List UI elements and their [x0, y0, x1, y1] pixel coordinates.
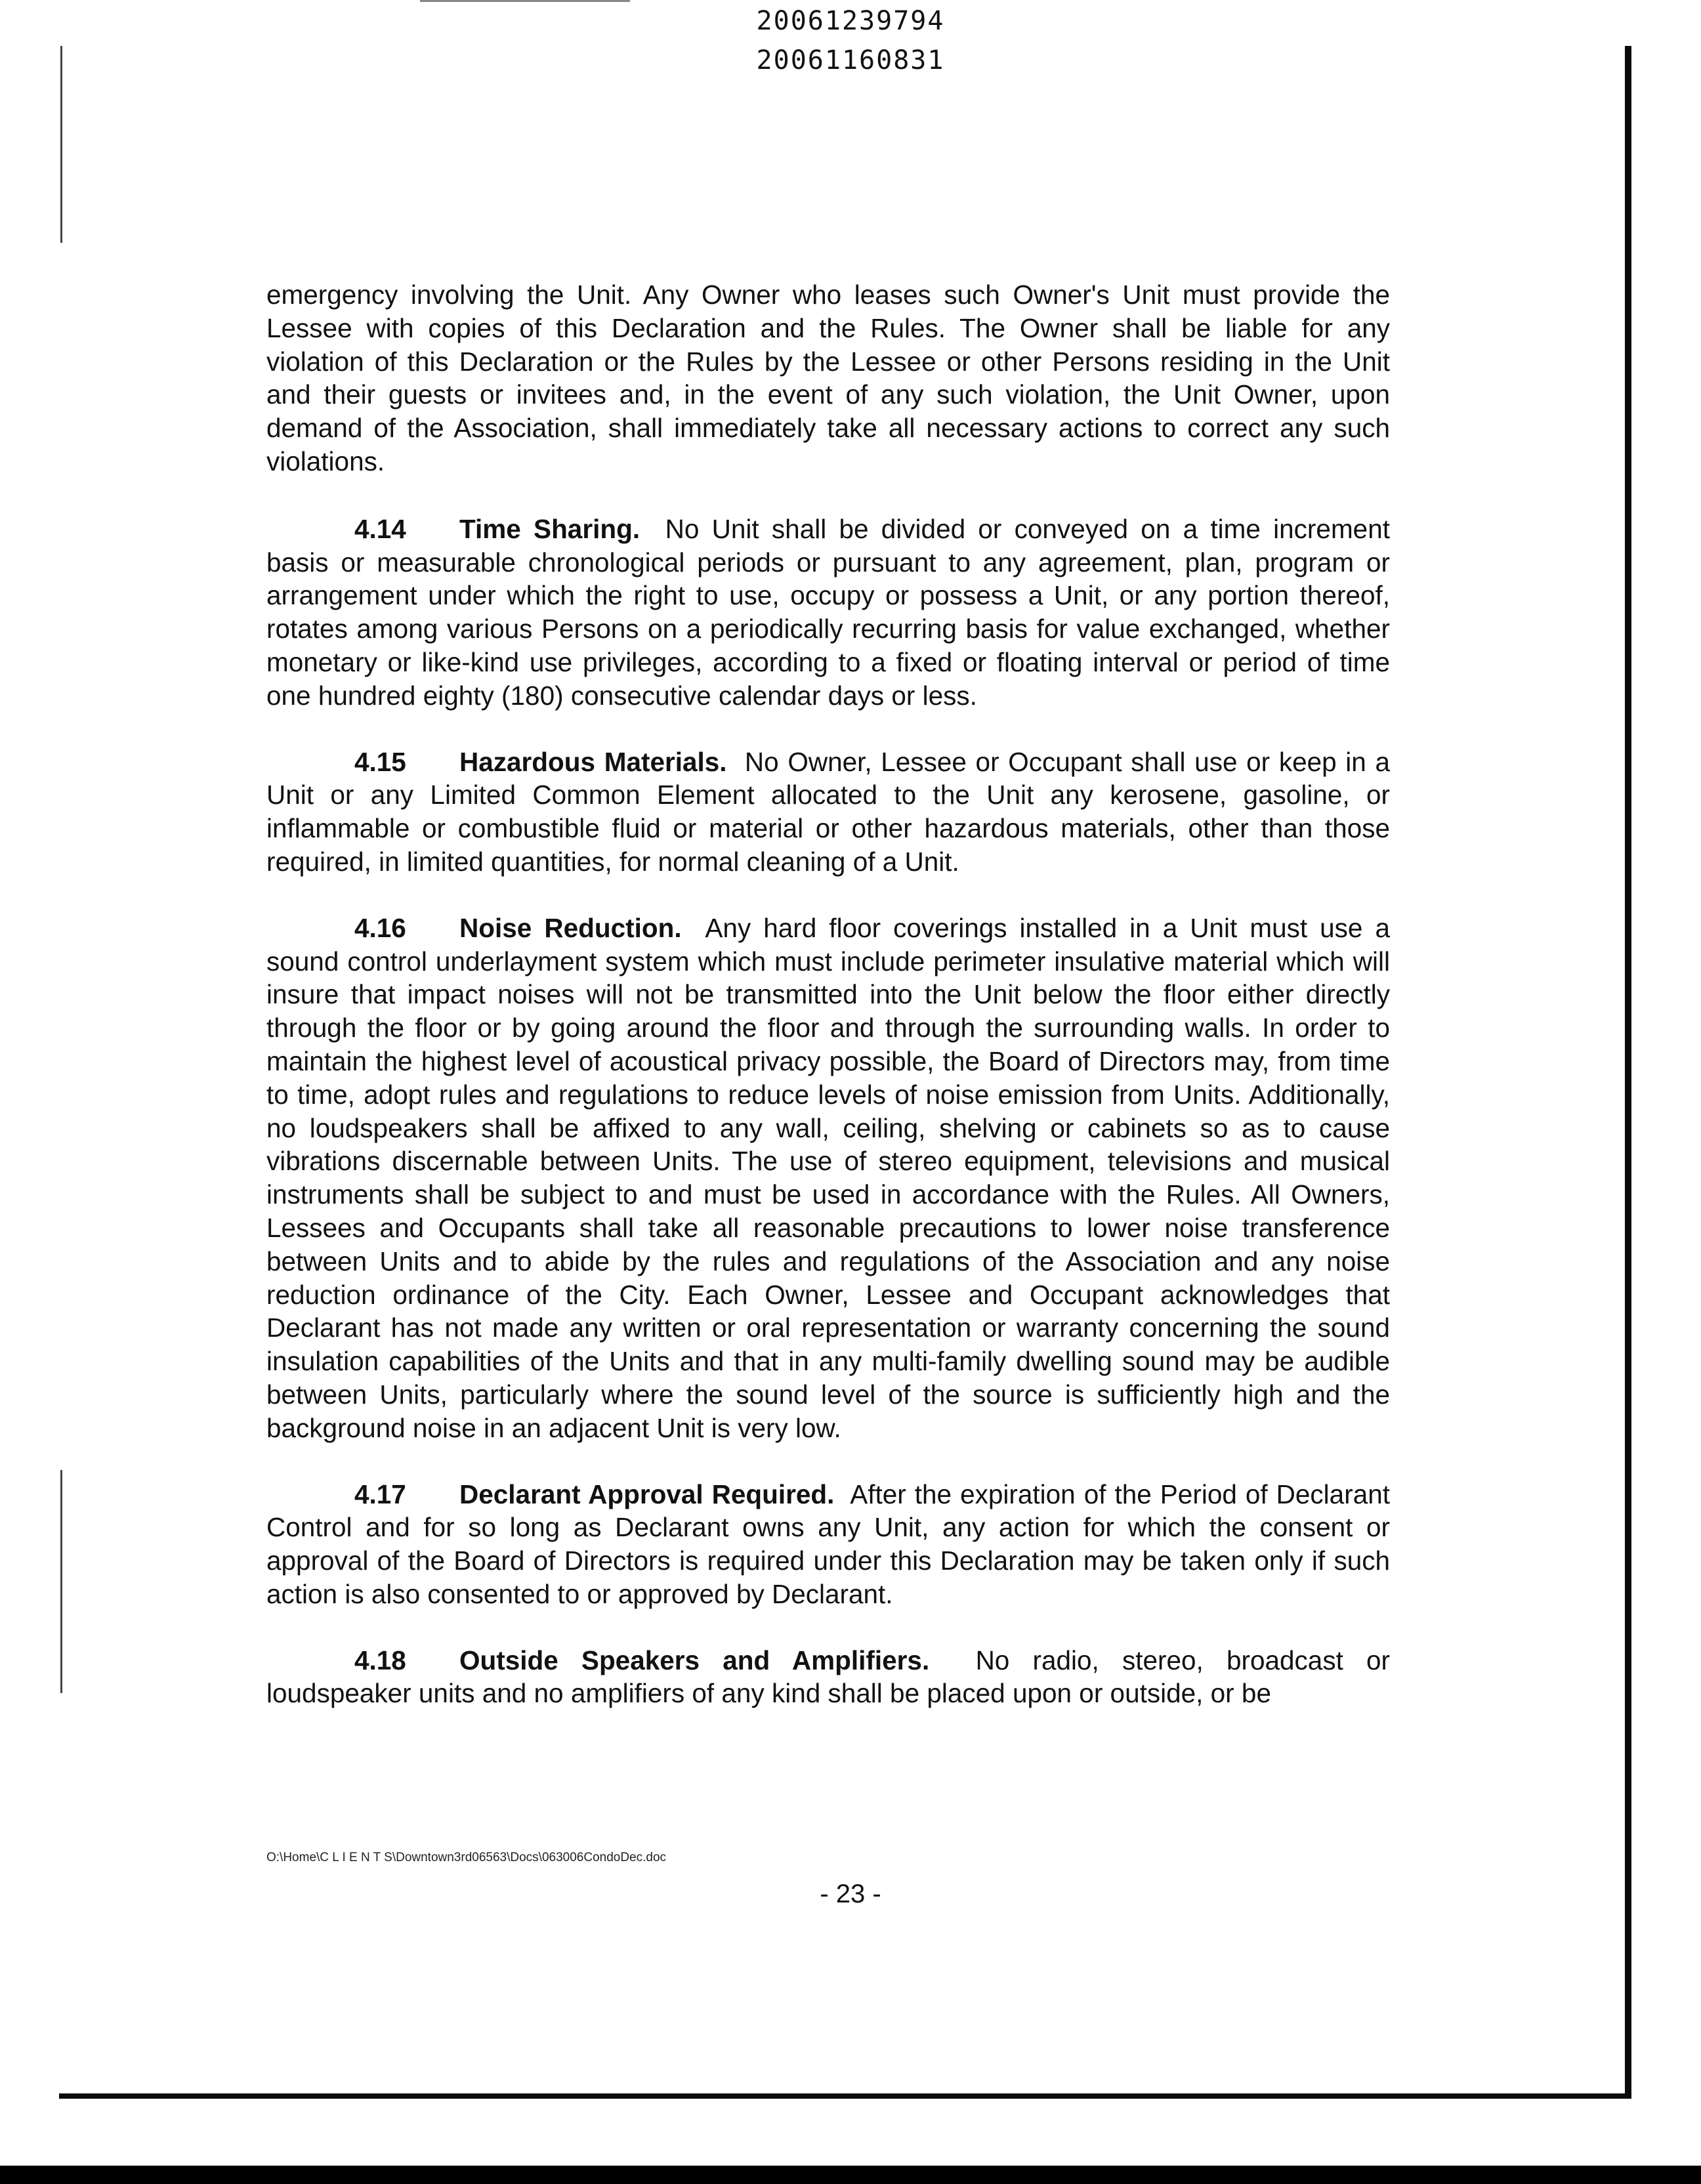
section-4-14 [266, 513, 1390, 713]
section-number: 4.17 [354, 1479, 406, 1509]
section-text: No Owner, Lessee or Occupant shall use or keep in a Unit or any Limited Common Element allocated to the Unit any kerosene, gasoline, or inflammable or combustible fluid or material or other hazardous materials, other than those required, in limited quantities, for normal cleaning of a Unit. [266, 746, 1391, 877]
section-title: Declarant Approval Required. [459, 1479, 835, 1509]
document-body [266, 278, 1390, 1743]
scan-edge-bottom-inner [59, 2093, 1631, 2099]
section-number: 4.16 [354, 912, 406, 943]
recording-number-1: 20061239794 [756, 6, 945, 36]
recording-numbers [0, 1, 1701, 80]
scan-edge-bottom [0, 2166, 1701, 2184]
section-number: 4.18 [354, 1645, 406, 1675]
recording-number-2: 20061160831 [756, 45, 945, 75]
section-4-16 [266, 912, 1390, 1445]
section-title: Noise Reduction. [459, 912, 682, 943]
section-4-18 [266, 1644, 1390, 1711]
footer-file-path: O:\Home\C L I E N T S\Downtown3rd06563\Docs\063006CondoDec.doc [266, 1851, 667, 1864]
section-number: 4.14 [354, 513, 406, 544]
section-text: After the expiration of the Period of Declarant Control and for so long as Declarant owns any Unit, any action for which the consent or approval of the Board of Directors is required under this Declaration may be taken only if such action is also consented to or approved by Declarant. [266, 1479, 1390, 1609]
section-title: Outside Speakers and Amplifiers. [459, 1645, 930, 1675]
section-4-15 [266, 746, 1390, 879]
section-title: Time Sharing. [459, 513, 640, 544]
section-text: No Unit shall be divided or conveyed on a time increment basis or measurable chronological periods or pursuant to any agreement, plan, program or arrangement under which the right to use, occupy or possess a Unit, or any portion thereof, rotates among various Persons on a periodically recurring basis for value exchanged, whether monetary or like-kind use privileges, according to a fixed or floating interval or period of time one hundred eighty (180) consecutive calendar days or less. [266, 513, 1390, 711]
scan-edge-left-lower [60, 1470, 62, 1693]
section-title: Hazardous Materials. [459, 746, 727, 777]
section-text: No radio, stereo, broadcast or loudspeaker units and no amplifiers of any kind shall be placed upon or outside, or be [266, 1645, 1390, 1709]
page-number: - 23 - [820, 1880, 881, 1908]
section-4-17 [266, 1478, 1390, 1611]
section-number: 4.15 [354, 746, 406, 777]
section-text: Any hard floor coverings installed in a Unit must use a sound control underlayment system which must include perimeter insulative material which will insure that impact noises will not be transmitted into the Unit below the floor either directly through the floor or by going around the floor and through the surrounding walls. In order to maintain the highest level of acoustical privacy possible, the Board of Directors may, from time to time, adopt rules and regulations to reduce levels of noise emission from Units. Additionally, no loudspeakers shall be affixed to any wall, ceiling, shelving or cabinets so as to cause vibrations discernable between Units. The use of stereo equipment, televisions and musical instruments shall be subject to and must be used in accordance with the Rules. All Owners, Lessees and Occupants shall take all reasonable precautions to lower noise transference between Units and to abide by the rules and regulations of the Association and any noise reduction ordinance of the City. Each Owner, Lessee and Occupant acknowledges that Declarant has not made any written or oral representation or warranty concerning the sound insulation capabilities of the Units and that in any multi-family dwelling sound may be audible between Units, particularly where the sound level of the source is sufficiently high and the background noise in an adjacent Unit is very low. [266, 912, 1390, 1443]
scan-edge-right [1625, 46, 1631, 2097]
paragraph-intro: emergency involving the Unit. Any Owner who leases such Owner's Unit must provide the Lessee with copies of this Declaration and the Rules. The Owner shall be liable for any violation of this Declaration or the Rules by the Lessee or other Persons residing in the Unit and their guests or invitees and, in the event of any such violation, the Unit Owner, upon demand of the Association, shall immediately take all necessary actions to correct any such violations. [266, 280, 1390, 476]
